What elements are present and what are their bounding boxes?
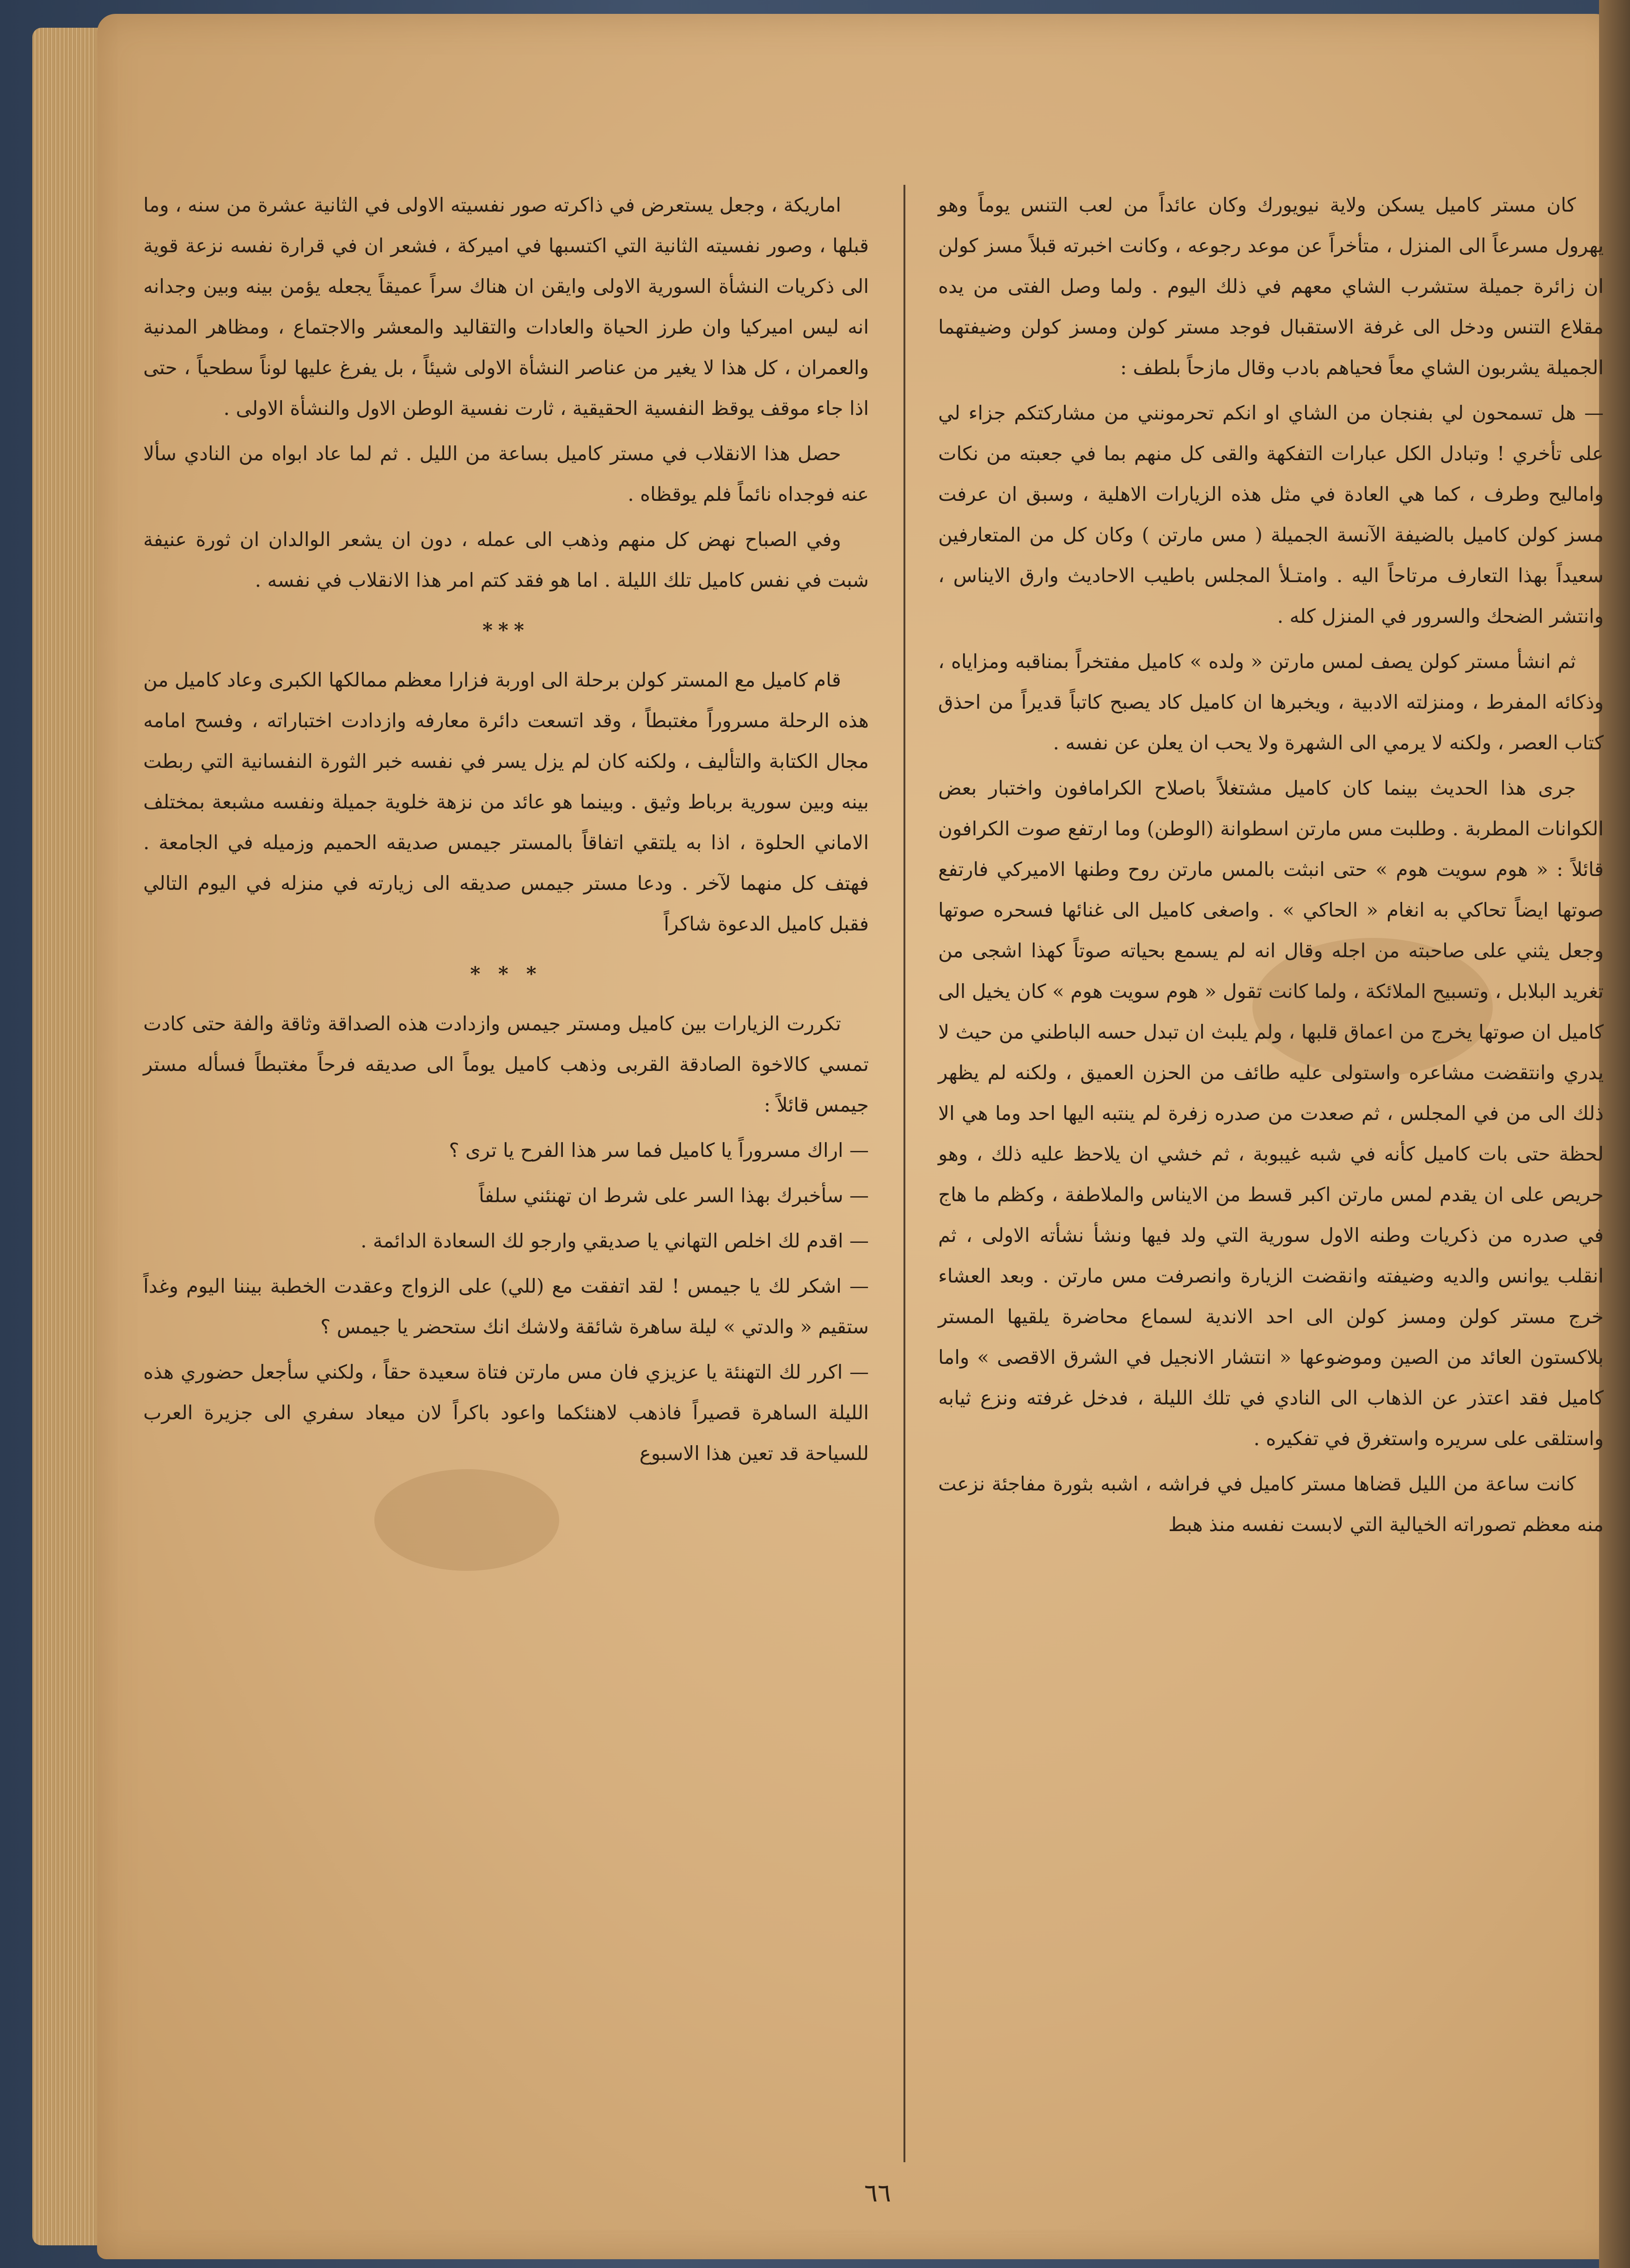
paragraph: — هل تسمحون لي بفنجان من الشاي او انكم تحرمونني من مشاركتكم جزاء لي على تأخري ! وتبادل الكل عبارات التفكهة والقى كل منهم بما في جعبته من نكات واماليح وطرف ، كما هي العادة في مثل هذه الزيارات الاهلية ، وسبق ان عرفت مسز كولن كاميل بالضيفة الآنسة الجميلة ( مس مارتن ) وكان كل من المتعارفين سعيداً بهذا التعارف مرتاحاً اليه . وامتـلأ المجلس باطيب الاحاديث وارق الايناس ، وانتشر الضحك والسرور في المنزل كله .: [938, 401, 1604, 627]
next-page-edge: [1599, 0, 1630, 2268]
section-separator: * * *: [470, 962, 542, 985]
paragraph: وفي الصباح نهض كل منهم وذهب الى عمله ، دون ان يشعر الوالدان ان ثورة عنيفة شبت في نفس كاميل تلك الليلة . اما هو فقد كتم امر هذا الانقلاب في نفسه .: [143, 528, 869, 591]
paragraph: كان مستر كاميل يسكن ولاية نيويورك وكان عائداً من لعب التنس يوماً وهو يهرول مسرعاً الى المنزل ، متأخراً عن موعد رجوعه ، وكانت اخبرته قبلاً مسز كولن ان زائرة جميلة ستشرب الشاي معهم في ذلك اليوم . ولما وصل الفتى من يده مقلاع التنس ودخل الى غرفة الاستقبال فوجد مستر كولن ومسز كولن وضيفتهما الجميلة يشربون الشاي معاً فحياهم بادب وقال مازحاً بلطف :: [938, 194, 1604, 379]
column-divider: [904, 185, 905, 2162]
paragraph: اماريكة ، وجعل يستعرض في ذاكرته صور نفسيته الاولى في الثانية عشرة من سنه ، وما قبلها ، وصور نفسيته الثانية التي اكتسبها في اميركة ، فشعر ان في قرارة نفسه نزعة قوية الى ذكريات النشأة السورية الاولى وايقن ان هناك سراً عميقاً يجعله يؤمن بينه وبين وجدانه انه ليس اميركيا وان طرز الحياة والعادات والتقاليد والمعشر والاجتماع ، ومظاهر المدنية والعمران ، كل هذا لا يغير من عناصر النشأة الاولى شيئاً ، بل يفرغ عليها لوناً سطحياً ، حتى اذا جاء موقف يوقظ النفسية الحقيقية ، ثارت نفسية الوطن الاول والنشأة الاولى .: [143, 194, 869, 420]
book-page-edges: [32, 28, 102, 2245]
paragraph: جرى هذا الحديث بينما كان كاميل مشتغلاً باصلاح الكرامافون واختبار بعض الكوانات المطربة . وطلبت مس مارتن اسطوانة (الوطن) وما ارتفع صوت الكرافون قائلاً : « هوم سويت هوم » حتى انبثت بالمس مارتن روح وطنها الاميركي فارتفع صوتها ايضاً تحاكي به انغام « الحاكي » . واصغى كاميل الى غنائها فسحره صوتها وجعل يثني على صاحبته من اجله وقال انه لم يسمع بحياته صوتاً كهذا اشجى من تغريد البلابل ، وتسبيح الملائكة ، ولما كانت تقول « هوم سويت هوم » كان يخيل الى كاميل ان صوتها يخرج من اعماق قلبها ، ولم يلبث ان تبدل حسه الباطني من حيث لا يدري وانتقضت مشاعره واستولى عليه طائف من الحزن العميق ، ولكنه لم يظهر ذلك الى من في المجلس ، ثم صعدت من صدره زفرة لم ينتبه اليها احد وما هي الا لحظة حتى بات كاميل كأنه في شبه غيبوبة ، ثم خشي ان يلاحظ عليه ذلك ، وهو حريص على ان يقدم لمس مارتن اكبر قسط من الايناس والملاطفة ، وكظم ما هاج في صدره من ذكريات وطنه الاول سورية التي ولد فيها ونشأ نشأته الاولى ، ثم انقلب يوانس والديه وضيفته وانقضت الزيارة وانصرفت مس مارتن . وبعد العشاء خرج مستر كولن ومسز كولن الى احد الاندية لسماع محاضرة يلقيها المستر بلاكستون العائد من الصين وموضوعها « انتشار الانجيل في الشرق الاقصى » واما كاميل فقد اعتذر عن الذهاب الى النادي في تلك الليلة ، فدخل غرفته ونزع ثيابه واستلقى على سريره واستغرق في تفكيره .: [938, 777, 1604, 1450]
dialog-line: — اقدم لك اخلص التهاني يا صديقي وارجو لك السعادة الدائمة .: [360, 1229, 869, 1252]
paragraph: ثم انشأ مستر كولن يصف لمس مارتن « ولده » كاميل مفتخراً بمناقبه ومزاياه ، وذكائه المفرط ، ومنزلته الادبية ، ويخبرها ان كاميل كاد يصبح كاتباً قديراً من احذق كتاب العصر ، ولكنه لا يرمي الى الشهرة ولا يحب ان يعلن عن نفسه .: [938, 650, 1604, 754]
paragraph: قام كاميل مع المستر كولن برحلة الى اوربة فزارا معظم ممالكها الكبرى وعاد كاميل من هذه الرحلة مسروراً مغتبطاً ، وقد اتسعت دائرة معارفه وازدادت اختباراته ، وفسح امامه مجال الكتابة والتأليف ، ولكنه كان لم يزل يسر في نفسه خبر الثورة النفسانية التي ربطت بينه وبين سورية برباط وثيق . وبينما هو عائد من نزهة خلوية جميلة ونفسه مشبعة بمختلف الاماني الحلوة ، اذا به يلتقي اتفاقاً بالمستر جيمس صديقه الحميم وزميله في الجامعة . فهتف كل منهما لآخر . ودعا مستر جيمس صديقه الى زيارته في منزله في اليوم التالي فقبل كاميل الدعوة شاكراً: [143, 669, 869, 935]
dialog-line: — اراك مسروراً يا كاميل فما سر هذا الفرح يا ترى ؟: [449, 1139, 869, 1161]
dialog-line: — اكرر لك التهنئة يا عزيزي فان مس مارتن فتاة سعيدة حقاً ، ولكني سأجعل حضوري هذه الليلة الساهرة قصيراً فاذهب لاهنئكما واعود باكراً لان ميعاد سفري الى جزيرة العرب للسياحة قد تعين هذا الاسبوع: [143, 1361, 869, 1465]
dialog-line: — اشكر لك يا جيمس ! لقد اتفقت مع (للي) على الزواج وعقدت الخطبة بيننا اليوم وغداً ستقيم « والدتي » ليلة ساهرة شائقة ولاشك انك ستحضر يا جيمس ؟: [143, 1275, 869, 1338]
paragraph: كانت ساعة من الليل قضاها مستر كاميل في فراشه ، اشبه بثورة مفاجئة نزعت منه معظم تصوراته الخيالية التي لابست نفسه منذ هبط: [938, 1472, 1604, 1536]
paper-stain: [374, 1469, 559, 1571]
left-column: [143, 185, 869, 1478]
paragraph: تكررت الزيارات بين كاميل ومستر جيمس وازدادت هذه الصداقة وثاقة والفة حتى كادت تمسي كالاخوة الصادقة القربى وذهب كاميل يوماً الى صديقه فرحاً مغتبطاً فسأله مستر جيمس قائلاً :: [143, 1012, 869, 1116]
section-separator: ***: [482, 619, 530, 641]
page-number: ٦٦: [864, 2178, 891, 2207]
dialog-line: — سأخبرك بهذا السر على شرط ان تهنئني سلفاً: [479, 1184, 869, 1207]
right-column: [938, 185, 1604, 1550]
paragraph: حصل هذا الانقلاب في مستر كاميل بساعة من الليل . ثم لما عاد ابواه من النادي سألا عنه فوجداه نائماً فلم يوقظاه .: [143, 442, 869, 505]
